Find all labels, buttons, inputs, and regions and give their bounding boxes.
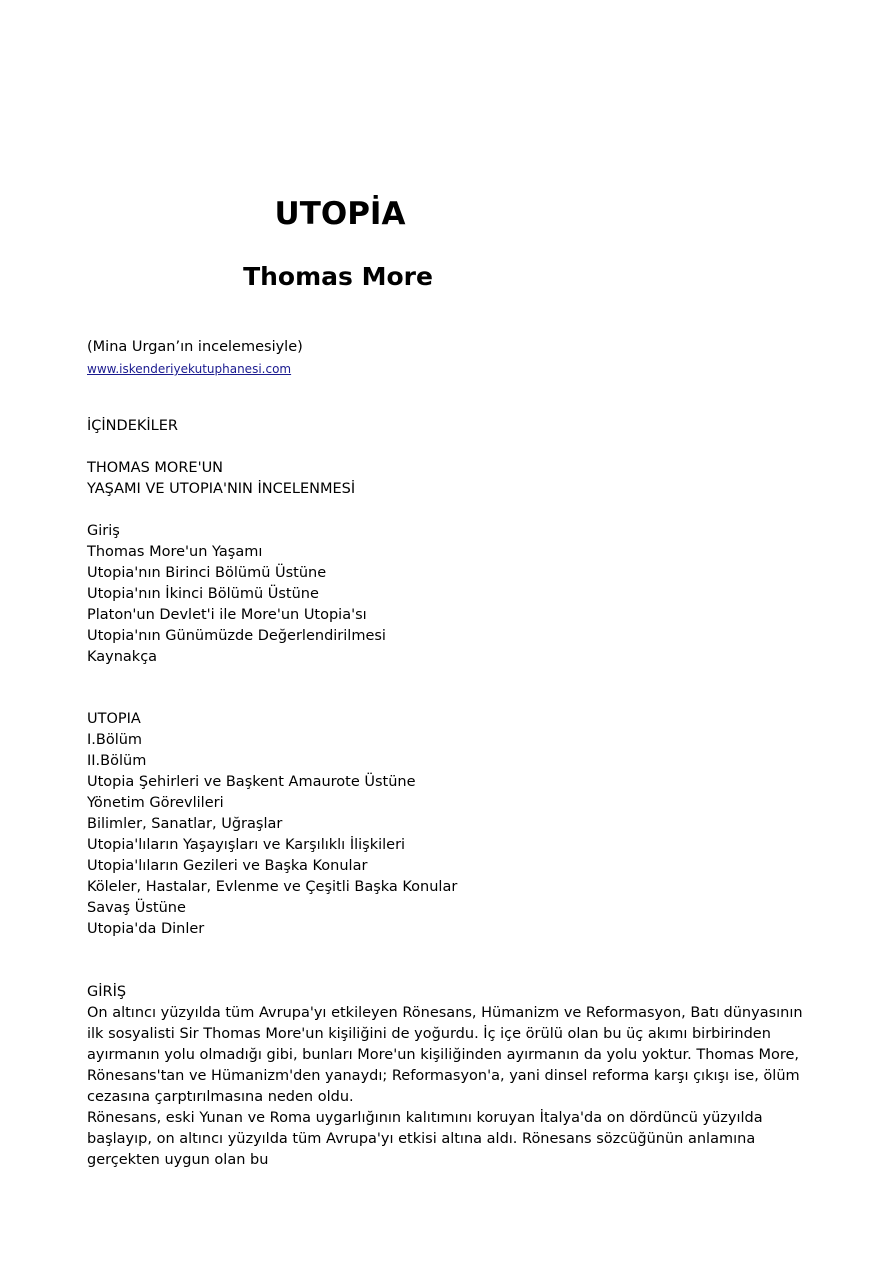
toc-item: Savaş Üstüne [87,900,186,916]
toc-part1-heading: THOMAS MORE'UN [87,460,224,476]
toc-heading: İÇİNDEKİLER [87,418,178,434]
source-note-block [87,337,817,378]
toc-heading-block [87,416,817,437]
toc-item: Utopia'nın Günümüzde Değerlendirilmesi [87,628,386,644]
toc-part2-heading: UTOPIA [87,711,141,727]
toc-item: Utopia'lıların Gezileri ve Başka Konular [87,858,368,874]
intro-section [87,982,817,1171]
source-link[interactable]: www.iskenderiyekutuphanesi.com [87,362,292,376]
toc-item: Giriş [87,523,120,539]
toc-item: Utopia'nın İkinci Bölümü Üstüne [87,586,319,602]
toc-item: Bilimler, Sanatlar, Uğraşlar [87,816,283,832]
toc-part1 [87,458,817,668]
toc-item: Platon'un Devlet'i ile More'un Utopia'sı [87,607,367,623]
toc-part1-heading: YAŞAMI VE UTOPIA'NIN İNCELENMESİ [87,481,356,497]
intro-paragraph: On altıncı yüzyılda tüm Avrupa'yı etkileyen Rönesans, Hümanizm ve Reformasyon, Batı dünyasının ilk sosyalisti Sir Thomas More'un kişiliğini de yoğurdu. İç içe örülü olan bu üç akımı birbirinden ayırmanın yolu olmadığı gibi, bunları More'un kişiliğinden ayırmanın da yolu yoktur. Thomas More, Rönesans'tan ve Hümanizm'den yanaydı; Reformasyon'a, yani dinsel reforma karşı çıkışı ise, ölüm cezasına çarptırılmasına neden oldu. [87,1005,803,1105]
toc-part2 [87,709,817,940]
toc-item: Utopia Şehirleri ve Başkent Amaurote Üstüne [87,774,416,790]
toc-item: Thomas More'un Yaşamı [87,544,263,560]
toc-item: Utopia'da Dinler [87,921,205,937]
toc-item: II.Bölüm [87,753,147,769]
toc-item: Utopia'lıların Yaşayışları ve Karşılıklı İlişkileri [87,837,406,853]
toc-item: I.Bölüm [87,732,143,748]
document-author: Thomas More [243,262,433,291]
document-title: UTOPİA [274,196,406,232]
intro-paragraph: Rönesans, eski Yunan ve Roma uygarlığının kalıtımını koruyan İtalya'da on dördüncü yüzyılda başlayıp, on altıncı yüzyılda tüm Avrupa'yı etkisi altına aldı. Rönesans sözcüğünün anlamına gerçekten uygun olan bu [87,1110,763,1168]
toc-item: Köleler, Hastalar, Evlenme ve Çeşitli Başka Konular [87,879,458,895]
toc-item: Utopia'nın Birinci Bölümü Üstüne [87,565,327,581]
intro-body [87,1003,812,1171]
toc-item: Yönetim Görevlileri [87,795,224,811]
toc-item: Kaynakça [87,649,158,665]
source-note: (Mina Urgan’ın incelemesiyle) [87,339,303,355]
intro-heading: GİRİŞ [87,984,127,1000]
